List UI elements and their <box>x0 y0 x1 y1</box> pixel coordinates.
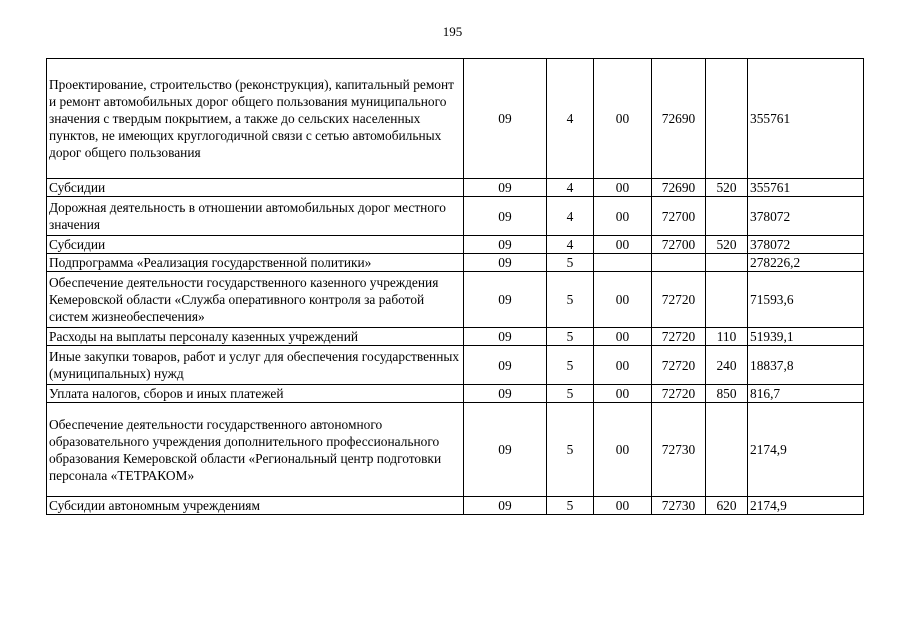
row-expense-type <box>706 403 748 497</box>
row-section: 09 <box>464 403 547 497</box>
row-expense-type <box>706 272 748 328</box>
row-subsection: 4 <box>547 197 594 236</box>
table-row <box>47 59 864 179</box>
row-program <box>594 254 652 272</box>
row-target-article: 72700 <box>652 197 706 236</box>
row-name: Проектирование, строительство (реконструкция), капитальный ремонт и ремонт автомобильных дорог общего пользования муниципального значения с твердым покрытием, а также до сельских населенных пунктов, не имеющих круглогодичной связи с сетью автомобильных дорог общего пользования <box>47 59 464 179</box>
table-row <box>47 385 864 403</box>
row-name: Подпрограмма «Реализация государственной политики» <box>47 254 464 272</box>
row-target-article: 72690 <box>652 59 706 179</box>
row-section: 09 <box>464 272 547 328</box>
row-section: 09 <box>464 59 547 179</box>
table-row <box>47 236 864 254</box>
row-amount: 816,7 <box>748 385 864 403</box>
row-name: Субсидии автономным учреждениям <box>47 497 464 515</box>
row-target-article: 72730 <box>652 497 706 515</box>
row-name: Обеспечение деятельности государственного казенного учреждения Кемеровской области «Служба оперативного контроля за работой систем жизнеобеспечения» <box>47 272 464 328</box>
row-amount: 18837,8 <box>748 346 864 385</box>
row-target-article: 72700 <box>652 236 706 254</box>
row-amount: 355761 <box>748 179 864 197</box>
row-amount: 378072 <box>748 197 864 236</box>
row-amount: 51939,1 <box>748 328 864 346</box>
row-program: 00 <box>594 497 652 515</box>
row-expense-type: 110 <box>706 328 748 346</box>
row-section: 09 <box>464 197 547 236</box>
row-name: Уплата налогов, сборов и иных платежей <box>47 385 464 403</box>
row-expense-type: 520 <box>706 236 748 254</box>
row-name: Субсидии <box>47 179 464 197</box>
page-number: 195 <box>442 24 463 39</box>
row-name: Обеспечение деятельности государственного автономного образовательного учреждения дополнительного профессионального образования Кемеровской области «Региональный центр подготовки персонала «ТЕТРАКОМ» <box>47 403 464 497</box>
table-row <box>47 197 864 236</box>
row-section: 09 <box>464 385 547 403</box>
row-subsection: 5 <box>547 328 594 346</box>
table-row <box>47 497 864 515</box>
row-amount: 378072 <box>748 236 864 254</box>
row-target-article: 72720 <box>652 272 706 328</box>
table-row <box>47 403 864 497</box>
row-section: 09 <box>464 236 547 254</box>
row-subsection: 5 <box>547 385 594 403</box>
row-subsection: 5 <box>547 403 594 497</box>
row-subsection: 4 <box>547 59 594 179</box>
row-name: Расходы на выплаты персоналу казенных учреждений <box>47 328 464 346</box>
row-amount: 71593,6 <box>748 272 864 328</box>
row-subsection: 5 <box>547 254 594 272</box>
row-program: 00 <box>594 272 652 328</box>
budget-table <box>46 58 864 515</box>
table-row <box>47 328 864 346</box>
row-program: 00 <box>594 197 652 236</box>
row-program: 00 <box>594 346 652 385</box>
table-row <box>47 272 864 328</box>
row-section: 09 <box>464 497 547 515</box>
row-amount: 278226,2 <box>748 254 864 272</box>
row-section: 09 <box>464 254 547 272</box>
row-target-article: 72690 <box>652 179 706 197</box>
row-expense-type: 520 <box>706 179 748 197</box>
table-row <box>47 346 864 385</box>
row-name: Иные закупки товаров, работ и услуг для обеспечения государственных (муниципальных) нужд <box>47 346 464 385</box>
row-target-article: 72720 <box>652 346 706 385</box>
row-program: 00 <box>594 179 652 197</box>
row-program: 00 <box>594 403 652 497</box>
row-program: 00 <box>594 236 652 254</box>
row-section: 09 <box>464 328 547 346</box>
row-section: 09 <box>464 179 547 197</box>
row-target-article: 72720 <box>652 328 706 346</box>
table-row <box>47 254 864 272</box>
row-amount: 2174,9 <box>748 403 864 497</box>
row-program: 00 <box>594 328 652 346</box>
row-name: Дорожная деятельность в отношении автомобильных дорог местного значения <box>47 197 464 236</box>
row-program: 00 <box>594 385 652 403</box>
row-target-article: 72720 <box>652 385 706 403</box>
row-subsection: 4 <box>547 236 594 254</box>
row-subsection: 5 <box>547 346 594 385</box>
row-subsection: 5 <box>547 272 594 328</box>
row-expense-type <box>706 59 748 179</box>
row-expense-type: 620 <box>706 497 748 515</box>
row-expense-type <box>706 197 748 236</box>
row-subsection: 5 <box>547 497 594 515</box>
row-program: 00 <box>594 59 652 179</box>
row-amount: 355761 <box>748 59 864 179</box>
row-subsection: 4 <box>547 179 594 197</box>
table-row <box>47 179 864 197</box>
row-target-article: 72730 <box>652 403 706 497</box>
row-expense-type: 240 <box>706 346 748 385</box>
row-expense-type <box>706 254 748 272</box>
row-name: Субсидии <box>47 236 464 254</box>
row-target-article <box>652 254 706 272</box>
row-expense-type: 850 <box>706 385 748 403</box>
row-section: 09 <box>464 346 547 385</box>
row-amount: 2174,9 <box>748 497 864 515</box>
